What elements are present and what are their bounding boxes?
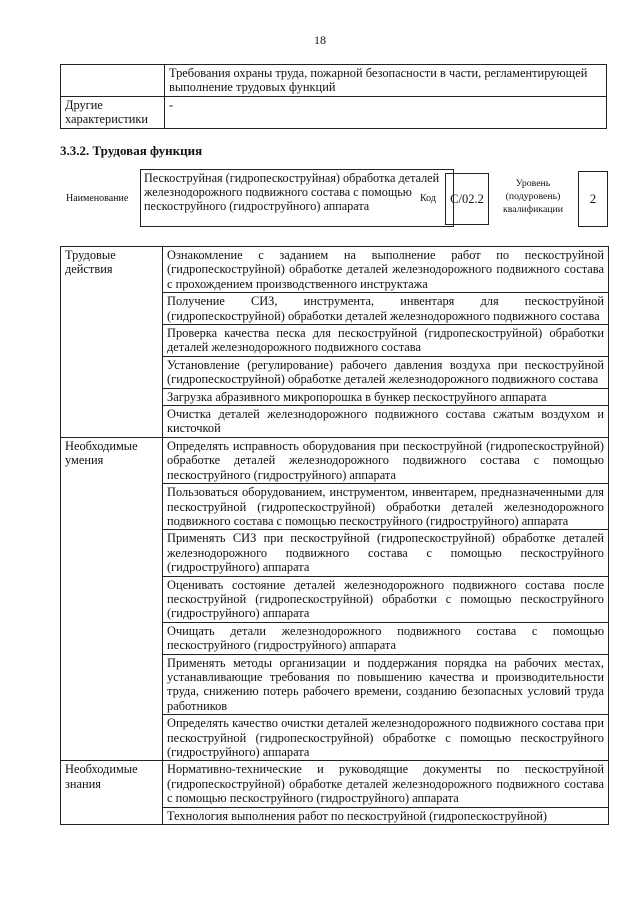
table-cell: Определять исправность оборудования при пескоструйной (гидропескоструйной) обработке деталей железнодорожного подвижного состава с помощью пескоструйного (гидроструйного) аппарата bbox=[163, 437, 609, 483]
code-label: Код bbox=[420, 193, 436, 204]
table-row bbox=[61, 65, 607, 97]
table-cell: Проверка качества песка для пескоструйной (гидропескоструйной) обработки деталей железнодорожного подвижного состава bbox=[163, 325, 609, 357]
qualification-level: 2 bbox=[578, 171, 608, 227]
table-cell: Загрузка абразивного микропорошка в бункер пескоструйного аппарата bbox=[163, 388, 609, 405]
group-label-knowledge: Необходимые знания bbox=[61, 761, 163, 825]
table-cell: Определять качество очистки деталей железнодорожного подвижного состава при пескоструйной (гидропескоструйной) обработке с помощью пескоструйного (гидроструйного) аппарата bbox=[163, 715, 609, 761]
requirements-table bbox=[60, 64, 607, 129]
group-label-actions: Трудовые действия bbox=[61, 247, 163, 438]
row-content: - bbox=[165, 96, 607, 128]
table-cell: Получение СИЗ, инструмента, инвентаря для пескоструйной (гидропескоструйной) обработки деталей железнодорожного подвижного состава bbox=[163, 293, 609, 325]
table-cell: Очищать детали железнодорожного подвижного состава с помощью пескоструйного (гидроструйного) аппарата bbox=[163, 622, 609, 654]
page-number: 18 bbox=[314, 33, 326, 47]
section-title: 3.3.2. Трудовая функция bbox=[60, 143, 203, 158]
table-cell: Очистка деталей железнодорожного подвижного состава сжатым воздухом и кисточкой bbox=[163, 406, 609, 438]
table-cell: Оценивать состояние деталей железнодорожного подвижного состава после пескоструйной (гидропескоструйной) обработки с помощью пескоструйного (гидроструйного) аппарата bbox=[163, 576, 609, 622]
table-cell: Установление (регулирование) рабочего давления воздуха при пескоструйной (гидропескоструйной) обработке деталей железнодорожного подвижного состава bbox=[163, 356, 609, 388]
table-cell: Технология выполнения работ по пескоструйной (гидропескоструйной) bbox=[163, 807, 609, 824]
table-row bbox=[61, 96, 607, 128]
row-label: Другие характеристики bbox=[61, 96, 165, 128]
function-name: Пескоструйная (гидропескоструйная) обработка деталей железнодорожного подвижного состава с помощью пескоструйного (гидроструйного) аппарата bbox=[140, 169, 454, 227]
group-label-skills: Необходимые умения bbox=[61, 437, 163, 761]
table-cell: Нормативно-технические и руководящие документы по пескоструйной (гидропескоструйной) обработке деталей железнодорожного подвижного состава с помощью пескоструйного (гидроструйного) аппарата bbox=[163, 761, 609, 807]
function-code: C/02.2 bbox=[445, 173, 489, 225]
table-cell: Применять методы организации и поддержания порядка на рабочих местах, устанавливающие требования по повышению качества и производительности труда, снижению потерь рабочего времени, созданию безопасных условий труда работников bbox=[163, 654, 609, 715]
function-header bbox=[60, 167, 610, 235]
table-row bbox=[61, 247, 609, 293]
table-cell: Пользоваться оборудованием, инструментом, инвентарем, предназначенными для пескоструйной (гидропескоструйной) обработки деталей железнодорожного подвижного состава с помощью пескоструйного (гидроструйного) аппарата bbox=[163, 484, 609, 530]
table-cell: Ознакомление с заданием на выполнение работ по пескоструйной (гидропескоструйной) обработке деталей железнодорожного подвижного состава с прохождением производственного инструктажа bbox=[163, 247, 609, 293]
table-row bbox=[61, 437, 609, 483]
level-label: Уровень (подуровень) квалификации bbox=[502, 178, 564, 215]
name-label: Наименование bbox=[66, 193, 129, 204]
table-cell: Применять СИЗ при пескоструйной (гидропескоструйной) обработке деталей железнодорожного подвижного состава с помощью пескоструйного (гидроструйного) аппарата bbox=[163, 530, 609, 576]
row-label bbox=[61, 65, 165, 97]
table-row bbox=[61, 761, 609, 807]
row-content: Требования охраны труда, пожарной безопасности в части, регламентирующей выполнение трудовых функций bbox=[165, 65, 607, 97]
function-details-table bbox=[60, 246, 609, 825]
